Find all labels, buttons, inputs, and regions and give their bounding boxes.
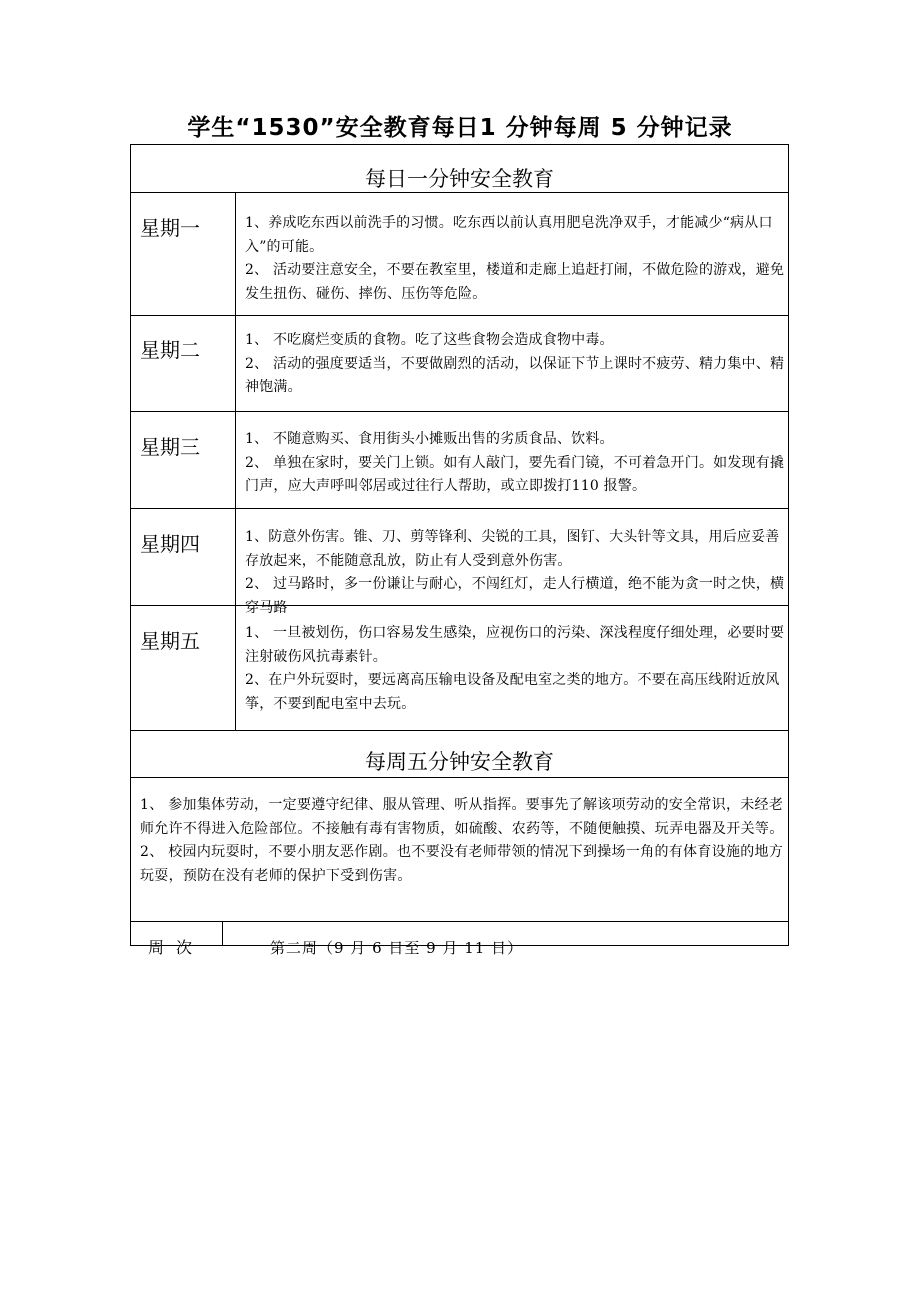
day-column-divider: [235, 192, 236, 730]
friday-item-1: 1、 一旦被划伤，伤口容易发生感染，应视伤口的污染、深浅程度仔细处理，必要时要注射破伤风抗毒素针。: [245, 625, 785, 665]
thursday-item-2: 2、 过马路时，多一份谦让与耐心，不闯红灯，走人行横道，绝不能为贪一时之快，横穿马路: [245, 576, 785, 616]
weekly-item-2: 2、 校园内玩耍时，不要小朋友恶作剧。也不要没有老师带领的情况下到操场一角的有体育设施的地方玩耍，预防在没有老师的保护下受到伤害。: [140, 844, 784, 884]
monday-item-2: 2、 活动要注意安全，不要在教室里，楼道和走廊上追赶打闹，不做危险的游戏，避免发生扭伤、碰伤、摔伤、压伤等危险。: [245, 262, 785, 302]
wednesday-item-2: 2、 单独在家时，要关门上锁。如有人敲门，要先看门镜，不可着急开门。如发现有撬门声，应大声呼叫邻居或过往行人帮助，或立即拨打110 报警。: [245, 454, 785, 494]
week-number-value: 第二周（9 月 6 日至 9 月 11 日）: [270, 939, 524, 957]
week-row-divider: [222, 921, 223, 946]
weekly-section-heading: 每周五分钟安全教育: [365, 750, 554, 774]
day-content-friday: [245, 622, 793, 716]
rule-monday-tuesday: [130, 315, 789, 316]
tuesday-item-2: 2、 活动的强度要适当，不要做剧烈的活动，以保证下节上课时不疲劳、精力集中、精神饱满。: [245, 355, 785, 395]
thursday-item-1: 1、防意外伤害。锥、刀、剪等锋利、尖锐的工具，图钉、大头针等文具，用后应妥善存放起来，不能随意乱放，防止有人受到意外伤害。: [245, 529, 780, 569]
rule-tuesday-wednesday: [130, 411, 789, 412]
day-label-tuesday: 星期二: [140, 338, 200, 362]
weekly-content: [140, 794, 788, 888]
rule-above-week-row: [130, 921, 789, 922]
weekly-item-1: 1、 参加集体劳动，一定要遵守纪律、服从管理、听从指挥。要事先了解该项劳动的安全常识，未经老师允许不得进入危险部位。不接触有毒有害物质，如硫酸、农药等，不随便触摸、玩弄电器及开关等。: [140, 797, 784, 837]
wednesday-item-1: 1、 不随意购买、食用街头小摊贩出售的劣质食品、饮料。: [245, 431, 614, 447]
daily-section-heading: 每日一分钟安全教育: [365, 167, 554, 191]
week-number-label: 周次: [148, 938, 205, 957]
rule-below-daily-rows: [130, 730, 789, 731]
document-title: 学生“1530”安全教育每日1 分钟每周 5 分钟记录: [187, 115, 733, 141]
day-content-monday: [245, 212, 793, 306]
day-content-thursday: [245, 526, 793, 620]
rule-wednesday-thursday: [130, 508, 789, 509]
day-content-wednesday: [245, 428, 793, 499]
day-content-tuesday: [245, 329, 793, 400]
day-label-friday: 星期五: [140, 629, 200, 653]
monday-item-1: 1、养成吃东西以前洗手的习惯。吃东西以前认真用肥皂洗净双手，才能减少“病从口入”的可能。: [245, 215, 773, 255]
day-label-monday: 星期一: [140, 216, 200, 240]
rule-below-weekly-heading: [130, 777, 789, 778]
tuesday-item-1: 1、 不吃腐烂变质的食物。吃了这些食物会造成食物中毒。: [245, 332, 614, 348]
day-label-thursday: 星期四: [140, 532, 200, 556]
friday-item-2: 2、在户外玩耍时，要远离高压输电设备及配电室之类的地方。不要在高压线附近放风筝，不要到配电室中去玩。: [245, 672, 780, 712]
day-label-wednesday: 星期三: [140, 435, 200, 459]
